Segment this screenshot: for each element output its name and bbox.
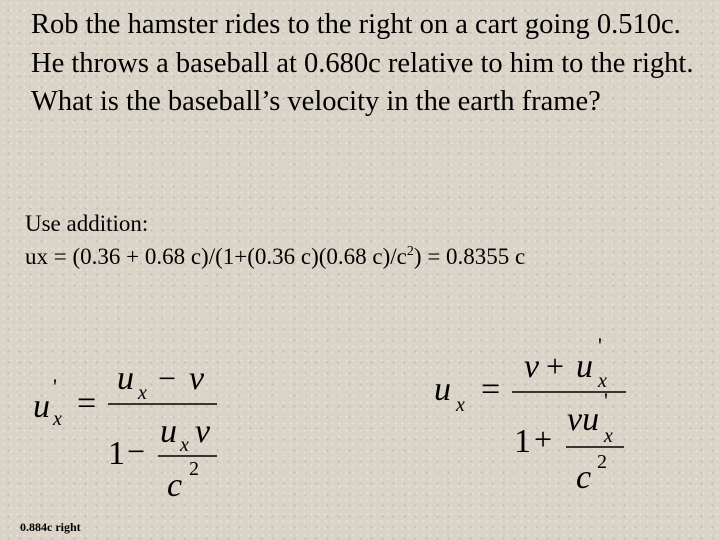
numerator-u: u — [576, 348, 593, 385]
numerator-prime: ' — [598, 333, 602, 358]
numerator-minus: − — [158, 360, 177, 396]
denominator-plus: + — [534, 421, 553, 457]
lhs-u: u — [434, 371, 451, 408]
numerator-subscript: x — [598, 370, 607, 392]
final-answer: 0.884c right — [20, 520, 81, 534]
equals-sign: = — [77, 385, 97, 422]
lhs-u: u — [33, 388, 50, 425]
numerator-v: v — [524, 348, 540, 385]
numerator-subscript: x — [138, 382, 147, 404]
inner-denominator-exponent: 2 — [189, 458, 199, 480]
inverse-velocity-equation — [0, 330, 260, 510]
lhs-subscript: x — [53, 408, 62, 430]
method-label: Use addition: — [25, 211, 149, 236]
denominator-one: 1 — [108, 435, 125, 472]
inner-denominator-c: c — [576, 459, 592, 496]
inner-numerator-vu: vu — [567, 401, 600, 438]
calculation-main: ux = (0.36 + 0.68 c)/(1+(0.36 c)(0.68 c)/c — [25, 244, 407, 269]
denominator-one: 1 — [514, 423, 531, 460]
question-text: Rob the hamster rides to the right on a cart going 0.510c. He throws a baseball at 0.680c relative to him to the right. What is the baseball’s velocity in the earth frame? — [31, 9, 694, 117]
numerator-u: u — [117, 360, 134, 397]
calculation-line — [25, 238, 705, 271]
lhs-prime: ' — [53, 374, 57, 399]
inner-numerator-prime: ' — [604, 388, 608, 413]
lhs-subscript: x — [456, 394, 465, 416]
calculation-exponent: 2 — [406, 244, 414, 259]
inner-denominator-c: c — [167, 467, 183, 504]
denominator-minus: − — [127, 433, 146, 469]
equals-sign: = — [481, 371, 501, 408]
numerator-plus: + — [546, 348, 565, 384]
numerator-v: v — [189, 360, 205, 397]
solution-block — [25, 210, 705, 271]
calculation-result: ) = 0.8355 c — [413, 244, 526, 269]
inner-numerator-u: u — [160, 413, 177, 450]
inner-numerator-subscript: x — [180, 434, 189, 456]
inner-numerator-subscript: x — [604, 425, 613, 447]
forward-velocity-equation — [420, 330, 660, 510]
inner-numerator-v: v — [195, 413, 211, 450]
inner-denominator-exponent: 2 — [597, 451, 607, 473]
